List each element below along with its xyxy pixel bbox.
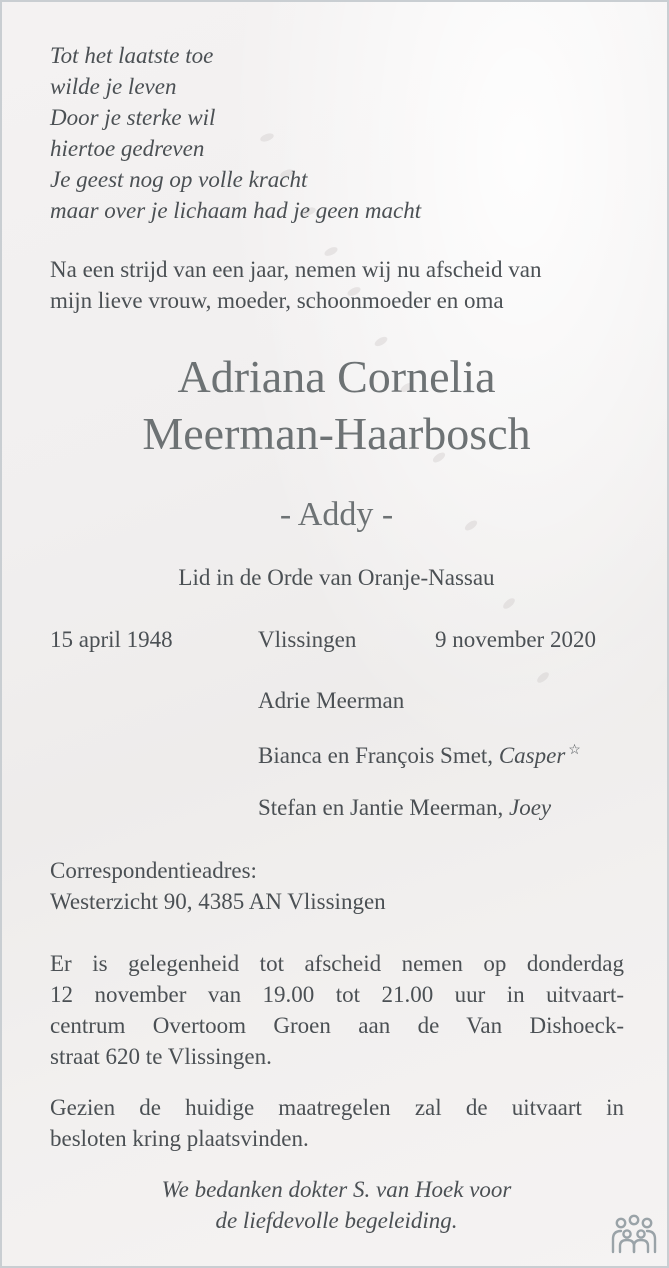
people-group-icon: [608, 1214, 660, 1256]
intro-line: Na een strijd van een jaar, nemen wij nu afscheid van: [50, 257, 542, 282]
poem-line: Door je sterke wil: [50, 105, 216, 130]
star-outline-icon: ☆: [568, 743, 581, 758]
poem-line: Tot het laatste toe: [50, 43, 214, 68]
poem-line: hiertoe gedreven: [50, 136, 205, 161]
family-member-names: Bianca en François Smet,: [258, 743, 499, 768]
poem-line: maar over je lichaam had je geen macht: [50, 198, 422, 223]
birth-date: 15 april 1948: [50, 627, 173, 652]
thanks-line: de liefdevolle begeleiding.: [215, 1208, 458, 1233]
address-label: Correspondentieadres:: [50, 858, 257, 883]
place: Vlissingen: [258, 627, 357, 652]
correspondence-address: [50, 855, 386, 917]
farewell-line: Er is gelegenheid tot afscheid nemen op donderdag: [50, 951, 624, 976]
family-member-names: Adrie Meerman: [258, 688, 405, 713]
poem: [50, 40, 421, 226]
family-member: [258, 742, 581, 769]
intro-text: [50, 254, 541, 316]
family-member: [258, 795, 551, 821]
address-value: Westerzicht 90, 4385 AN Vlissingen: [50, 889, 386, 914]
funeral-line: Gezien de huidige maatregelen zal de uitvaart in: [50, 1095, 624, 1120]
honor-line: Lid in de Orde van Oranje-Nassau: [178, 565, 495, 590]
funeral-paragraph: [50, 1092, 624, 1154]
grandchild-name: Casper: [498, 743, 566, 768]
family-member: [258, 688, 404, 714]
deceased-name-last: Meerman-Haarbosch: [142, 408, 531, 459]
deceased-nickname: - Addy -: [279, 496, 394, 533]
poem-line: wilde je leven: [50, 74, 177, 99]
farewell-line: 12 november van 19.00 tot 21.00 uur in uitvaart-: [50, 982, 624, 1007]
farewell-line: straat 620 te Vlissingen.: [50, 1044, 272, 1069]
farewell-line: centrum Overtoom Groen aan de Van Dishoeck-: [50, 1013, 624, 1038]
thanks-line: We bedanken dokter S. van Hoek voor: [161, 1177, 512, 1202]
family-member-names: Stefan en Jantie Meerman,: [258, 795, 509, 820]
death-date: 9 november 2020: [435, 627, 596, 652]
poem-line: Je geest nog op volle kracht: [50, 167, 308, 192]
deceased-name-first: Adriana Cornelia: [177, 351, 496, 402]
grandchild-name: Joey: [509, 795, 552, 820]
funeral-line: besloten kring plaatsvinden.: [50, 1126, 309, 1151]
thanks-text: [2, 1174, 669, 1236]
intro-line: mijn lieve vrouw, moeder, schoonmoeder en oma: [50, 288, 504, 313]
farewell-paragraph: [50, 948, 624, 1072]
